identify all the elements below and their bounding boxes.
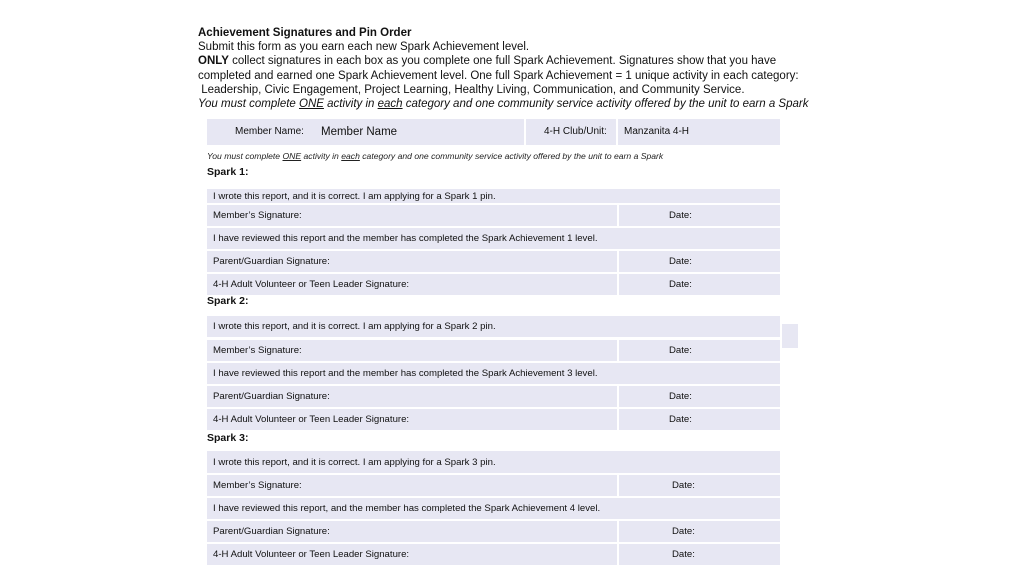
date-label: Date: xyxy=(669,210,692,221)
spark-2-review-row xyxy=(207,363,780,384)
form-header xyxy=(198,26,838,111)
row-text: I wrote this report, and it is correct. I am applying for a Spark 3 pin. xyxy=(213,456,496,468)
spark-1-member-signature-row[interactable] xyxy=(207,205,780,226)
header-line-5 xyxy=(198,97,838,111)
header-line-5-one: ONE xyxy=(299,98,324,111)
row-text: I have reviewed this report, and the member has completed the Spark Achievement 4 level. xyxy=(213,503,601,514)
date-label: Date: xyxy=(669,345,692,356)
date-label: Date: xyxy=(669,391,692,402)
note-each: each xyxy=(341,151,360,161)
row-text: Member’s Signature: xyxy=(213,480,302,491)
spark-1-review-row xyxy=(207,228,780,249)
row-text: 4-H Adult Volunteer or Teen Leader Signature: xyxy=(213,414,410,425)
only-word: ONLY xyxy=(198,55,229,68)
row-text: 4-H Adult Volunteer or Teen Leader Signature: xyxy=(213,549,410,560)
header-line-4: Leadership, Civic Engagement, Project Learning, Healthy Living, Communication, and Community Service. xyxy=(198,83,745,96)
spark-3-review-row xyxy=(207,498,780,519)
row-divider xyxy=(617,409,619,430)
spark-1-leader-signature-row[interactable] xyxy=(207,274,780,295)
row-divider xyxy=(617,205,619,226)
member-name-label: Member Name: xyxy=(235,126,304,137)
row-divider xyxy=(617,386,619,407)
note-a: You must complete xyxy=(207,151,283,161)
note-one: ONE xyxy=(282,151,302,161)
form-title: Achievement Signatures and Pin Order xyxy=(198,27,412,39)
spark-2-leader-signature-row[interactable] xyxy=(207,409,780,430)
spark-2-parent-signature-row[interactable] xyxy=(207,386,780,407)
date-label: Date: xyxy=(669,279,692,290)
date-label: Date: xyxy=(669,256,692,267)
row-text: Member’s Signature: xyxy=(213,210,302,221)
header-line-2 xyxy=(198,54,838,68)
row-text: I have reviewed this report and the member has completed the Spark Achievement 3 level. xyxy=(213,368,598,379)
row-divider xyxy=(617,475,619,496)
member-info-row xyxy=(207,119,780,145)
spark-1-parent-signature-row[interactable] xyxy=(207,251,780,272)
stray-table-cell xyxy=(782,324,798,348)
date-label: Date: xyxy=(672,480,695,491)
spark-1-label: Spark 1: xyxy=(207,166,249,178)
header-line-1: Submit this form as you earn each new Spark Achievement level. xyxy=(198,41,530,54)
note-c: category and one community service activity offered by the unit to earn a Spark xyxy=(359,151,664,161)
row-divider xyxy=(617,274,619,295)
row-divider xyxy=(617,340,619,361)
row-text: I wrote this report, and it is correct. I am applying for a Spark 2 pin. xyxy=(213,321,496,332)
spark-2-statement-row xyxy=(207,316,780,337)
spark-3-member-signature-row[interactable] xyxy=(207,475,780,496)
club-unit-field[interactable]: Manzanita 4-H xyxy=(624,126,690,137)
header-line-5-c: category and one community service activity offered by the unit to earn a Spark xyxy=(402,98,809,111)
club-unit-label: 4-H Club/Unit: xyxy=(544,126,607,137)
date-label: Date: xyxy=(669,414,692,425)
row-text: I wrote this report, and it is correct. I am applying for a Spark 1 pin. xyxy=(213,190,496,202)
spark-3-label: Spark 3: xyxy=(207,432,249,444)
row-divider xyxy=(617,251,619,272)
header-line-5-a: You must complete xyxy=(198,98,299,111)
member-row-divider-2 xyxy=(616,119,618,145)
row-text: Member’s Signature: xyxy=(213,345,302,356)
date-label: Date: xyxy=(672,526,695,537)
spark-2-member-signature-row[interactable] xyxy=(207,340,780,361)
spark-2-label: Spark 2: xyxy=(207,295,249,307)
spark-3-parent-signature-row[interactable] xyxy=(207,521,780,542)
note-b: activity in xyxy=(301,151,342,161)
member-row-divider xyxy=(524,119,526,145)
row-text: Parent/Guardian Signature: xyxy=(213,526,330,537)
date-label: Date: xyxy=(672,549,695,560)
spark-3-leader-signature-row[interactable] xyxy=(207,544,780,565)
spark-3-statement-row xyxy=(207,451,780,473)
requirement-note xyxy=(207,151,663,161)
row-text: I have reviewed this report and the member has completed the Spark Achievement 1 level. xyxy=(213,233,598,244)
member-name-field[interactable]: Member Name xyxy=(321,126,398,138)
spark-1-statement-row xyxy=(207,189,780,203)
row-divider xyxy=(617,521,619,542)
row-text: Parent/Guardian Signature: xyxy=(213,256,330,267)
row-text: 4-H Adult Volunteer or Teen Leader Signature: xyxy=(213,279,410,290)
header-line-2-rest: collect signatures in each box as you complete one full Spark Achievement. Signatures show that you have xyxy=(228,55,777,68)
row-text: Parent/Guardian Signature: xyxy=(213,391,330,402)
header-line-3: completed and earned one Spark Achievement level. One full Spark Achievement = 1 unique activity in each category: xyxy=(198,69,799,82)
header-line-5-b: activity in xyxy=(323,98,378,111)
header-line-5-each: each xyxy=(377,98,403,111)
row-divider xyxy=(617,544,619,565)
